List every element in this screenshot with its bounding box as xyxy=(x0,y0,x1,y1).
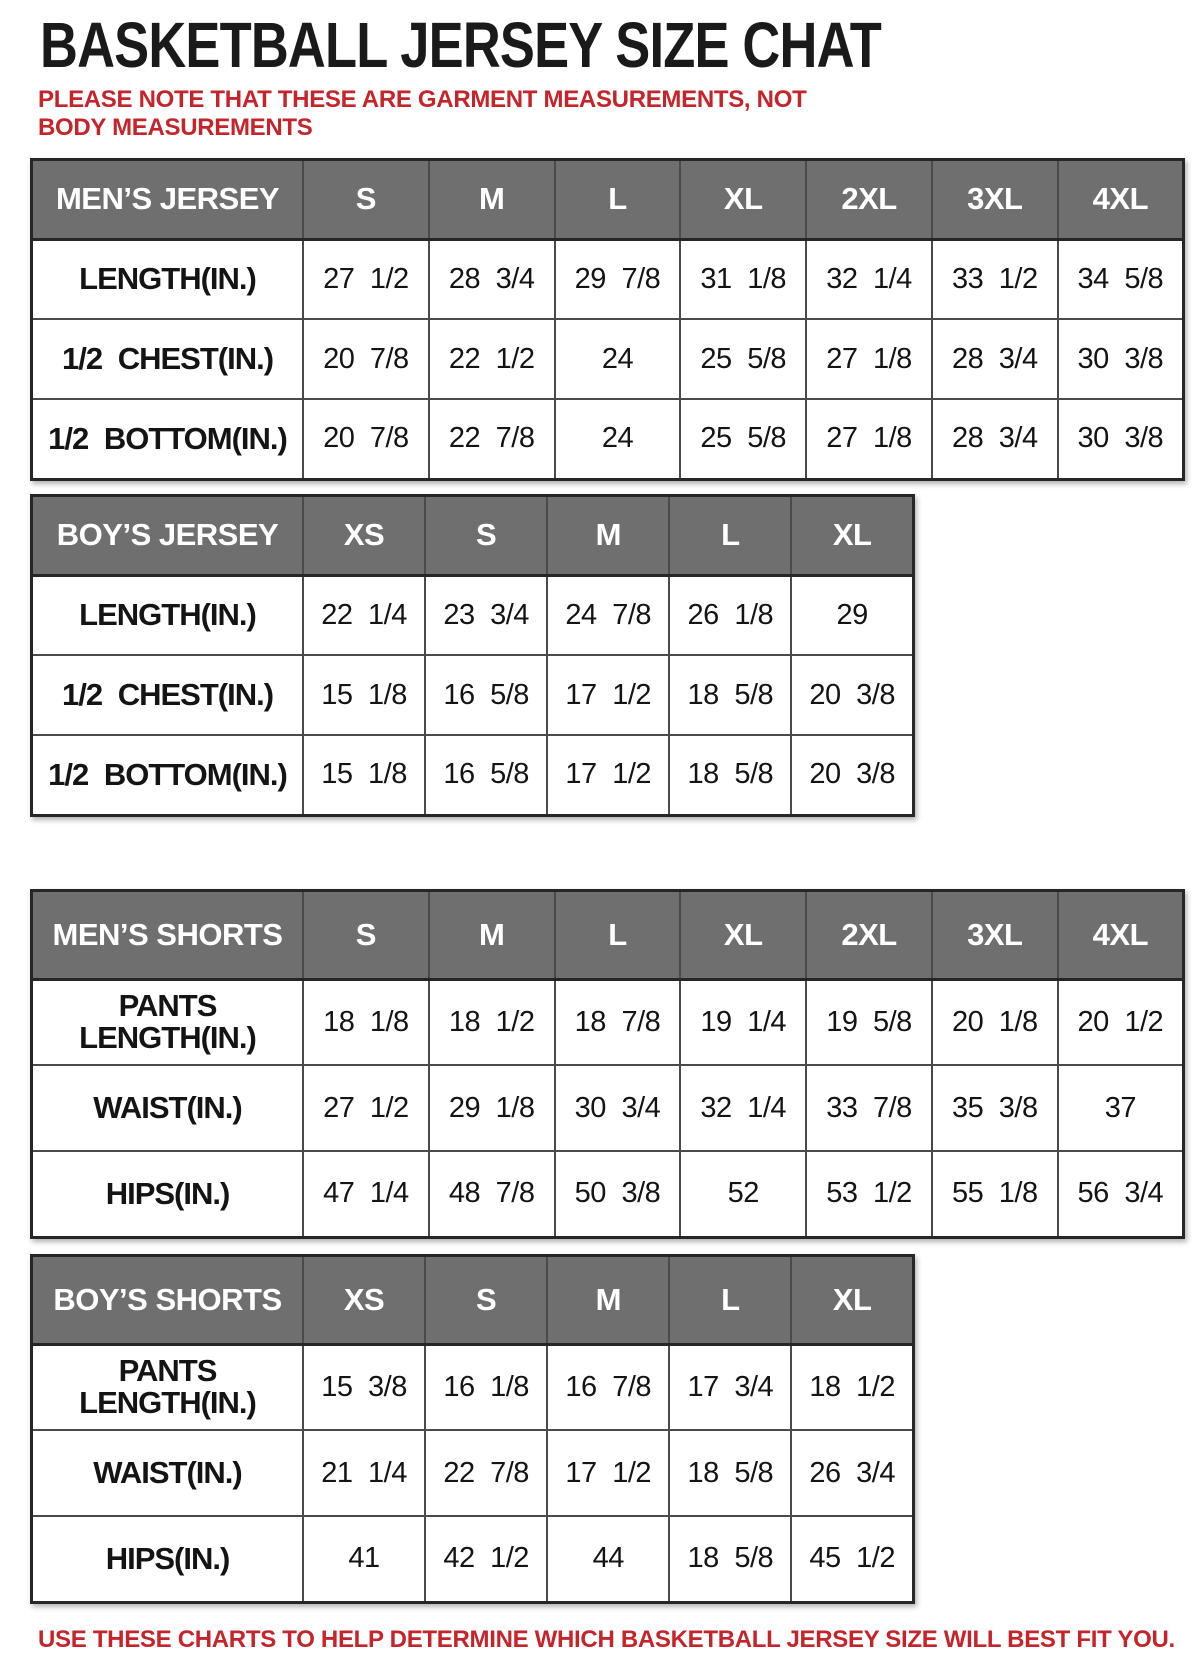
size-header-cell: L xyxy=(555,159,681,239)
measurement-row xyxy=(32,399,1184,479)
measurement-value-cell: 37 xyxy=(1058,1065,1184,1151)
measurement-value-cell: 27 1/8 xyxy=(806,319,932,399)
measurement-label-cell: PANTS LENGTH(IN.) xyxy=(32,979,304,1065)
measurement-label-cell: HIPS(IN.) xyxy=(32,1516,304,1602)
measurement-value-cell: 18 7/8 xyxy=(555,979,681,1065)
mens-jersey-table xyxy=(30,158,1185,481)
measurement-value-cell: 31 1/8 xyxy=(680,239,806,319)
measurement-value-cell: 16 5/8 xyxy=(425,735,547,815)
size-header-cell: L xyxy=(555,890,681,979)
size-header-cell: XL xyxy=(791,1255,913,1344)
measurement-value-cell: 33 7/8 xyxy=(806,1065,932,1151)
measurement-value-cell: 47 1/4 xyxy=(303,1151,429,1237)
size-header-cell: M xyxy=(547,495,669,575)
measurement-row xyxy=(32,735,914,815)
measurement-value-cell: 34 5/8 xyxy=(1058,239,1184,319)
size-header-cell: XL xyxy=(680,890,806,979)
measurement-value-cell: 55 1/8 xyxy=(932,1151,1058,1237)
measurement-value-cell: 48 7/8 xyxy=(429,1151,555,1237)
measurement-value-cell: 27 1/8 xyxy=(806,399,932,479)
measurement-value-cell: 15 1/8 xyxy=(303,655,425,735)
measurement-value-cell: 21 1/4 xyxy=(303,1430,425,1516)
measurement-value-cell: 19 5/8 xyxy=(806,979,932,1065)
measurement-row xyxy=(32,1151,1184,1237)
size-header-cell: M xyxy=(547,1255,669,1344)
measurement-value-cell: 17 1/2 xyxy=(547,735,669,815)
measurement-value-cell: 26 1/8 xyxy=(669,575,791,655)
measurement-label-cell: WAIST(IN.) xyxy=(32,1065,304,1151)
measurement-value-cell: 22 1/4 xyxy=(303,575,425,655)
size-header-cell: XL xyxy=(791,495,913,575)
header-row xyxy=(32,1255,914,1344)
measurement-value-cell: 18 5/8 xyxy=(669,1430,791,1516)
measurement-value-cell: 30 3/8 xyxy=(1058,399,1184,479)
measurement-value-cell: 56 3/4 xyxy=(1058,1151,1184,1237)
size-header-cell: L xyxy=(669,1255,791,1344)
measurement-label-cell: 1/2 BOTTOM(IN.) xyxy=(32,735,304,815)
table-title-cell: BOY’S JERSEY xyxy=(32,495,304,575)
table-title-cell: MEN’S JERSEY xyxy=(32,159,304,239)
measurement-value-cell: 35 3/8 xyxy=(932,1065,1058,1151)
footer-note: USE THESE CHARTS TO HELP DETERMINE WHICH BASKETBALL JERSEY SIZE WILL BEST FIT YOU. xyxy=(38,1625,1175,1653)
measurement-value-cell: 25 5/8 xyxy=(680,399,806,479)
measurement-value-cell: 22 7/8 xyxy=(425,1430,547,1516)
boys-jersey-table xyxy=(30,494,915,817)
size-header-cell: XL xyxy=(680,159,806,239)
measurement-value-cell: 44 xyxy=(547,1516,669,1602)
size-header-cell: S xyxy=(303,159,429,239)
measurement-row xyxy=(32,655,914,735)
size-header-cell: 3XL xyxy=(932,159,1058,239)
measurement-row xyxy=(32,239,1184,319)
measurement-value-cell: 29 1/8 xyxy=(429,1065,555,1151)
measurement-value-cell: 20 1/8 xyxy=(932,979,1058,1065)
measurement-value-cell: 18 5/8 xyxy=(669,655,791,735)
measurement-value-cell: 41 xyxy=(303,1516,425,1602)
size-header-cell: M xyxy=(429,890,555,979)
mens-shorts-table xyxy=(30,889,1185,1239)
measurement-row xyxy=(32,1516,914,1602)
measurement-value-cell: 32 1/4 xyxy=(806,239,932,319)
measurement-value-cell: 33 1/2 xyxy=(932,239,1058,319)
measurement-value-cell: 18 5/8 xyxy=(669,735,791,815)
measurement-value-cell: 25 5/8 xyxy=(680,319,806,399)
size-header-cell: S xyxy=(425,495,547,575)
size-header-cell: 2XL xyxy=(806,890,932,979)
measurement-label-cell: 1/2 CHEST(IN.) xyxy=(32,319,304,399)
measurement-value-cell: 16 5/8 xyxy=(425,655,547,735)
measurement-value-cell: 24 7/8 xyxy=(547,575,669,655)
measurement-value-cell: 18 1/8 xyxy=(303,979,429,1065)
measurement-label-cell: PANTS LENGTH(IN.) xyxy=(32,1344,304,1430)
measurement-row xyxy=(32,1344,914,1430)
measurement-value-cell: 52 xyxy=(680,1151,806,1237)
size-header-cell: 2XL xyxy=(806,159,932,239)
measurement-value-cell: 29 xyxy=(791,575,913,655)
size-header-cell: S xyxy=(303,890,429,979)
table-title-cell: MEN’S SHORTS xyxy=(32,890,304,979)
measurement-value-cell: 19 1/4 xyxy=(680,979,806,1065)
page-title: BASKETBALL JERSEY SIZE CHAT xyxy=(40,9,881,81)
measurement-label-cell: 1/2 BOTTOM(IN.) xyxy=(32,399,304,479)
measurement-value-cell: 24 xyxy=(555,319,681,399)
measurement-value-cell: 50 3/8 xyxy=(555,1151,681,1237)
measurement-label-cell: WAIST(IN.) xyxy=(32,1430,304,1516)
measurement-value-cell: 17 3/4 xyxy=(669,1344,791,1430)
boys-shorts-table xyxy=(30,1254,915,1604)
measurement-value-cell: 20 7/8 xyxy=(303,319,429,399)
measurement-value-cell: 42 1/2 xyxy=(425,1516,547,1602)
garment-measurements-note: PLEASE NOTE THAT THESE ARE GARMENT MEASUREMENTS, NOT BODY MEASUREMENTS xyxy=(38,86,807,141)
measurement-value-cell: 28 3/4 xyxy=(932,399,1058,479)
measurement-label-cell: HIPS(IN.) xyxy=(32,1151,304,1237)
measurement-value-cell: 22 1/2 xyxy=(429,319,555,399)
table-title-cell: BOY’S SHORTS xyxy=(32,1255,304,1344)
size-header-cell: M xyxy=(429,159,555,239)
size-header-cell: 3XL xyxy=(932,890,1058,979)
measurement-value-cell: 28 3/4 xyxy=(932,319,1058,399)
tables-container xyxy=(30,158,1200,1604)
measurement-value-cell: 18 5/8 xyxy=(669,1516,791,1602)
header-row xyxy=(32,890,1184,979)
measurement-label-cell: 1/2 CHEST(IN.) xyxy=(32,655,304,735)
measurement-value-cell: 23 3/4 xyxy=(425,575,547,655)
size-header-cell: L xyxy=(669,495,791,575)
measurement-value-cell: 16 1/8 xyxy=(425,1344,547,1430)
measurement-value-cell: 15 1/8 xyxy=(303,735,425,815)
header-row xyxy=(32,495,914,575)
measurement-row xyxy=(32,319,1184,399)
measurement-row xyxy=(32,575,914,655)
size-header-cell: XS xyxy=(303,495,425,575)
measurement-value-cell: 29 7/8 xyxy=(555,239,681,319)
size-header-cell: S xyxy=(425,1255,547,1344)
measurement-row xyxy=(32,979,1184,1065)
measurement-row xyxy=(32,1430,914,1516)
header-row xyxy=(32,159,1184,239)
measurement-value-cell: 18 1/2 xyxy=(791,1344,913,1430)
measurement-value-cell: 45 1/2 xyxy=(791,1516,913,1602)
measurement-value-cell: 22 7/8 xyxy=(429,399,555,479)
measurement-value-cell: 27 1/2 xyxy=(303,239,429,319)
size-header-cell: 4XL xyxy=(1058,159,1184,239)
size-chart-page xyxy=(0,10,1200,1679)
measurement-value-cell: 20 3/8 xyxy=(791,655,913,735)
measurement-label-cell: LENGTH(IN.) xyxy=(32,575,304,655)
measurement-value-cell: 30 3/4 xyxy=(555,1065,681,1151)
measurement-value-cell: 18 1/2 xyxy=(429,979,555,1065)
measurement-value-cell: 20 7/8 xyxy=(303,399,429,479)
measurement-value-cell: 20 1/2 xyxy=(1058,979,1184,1065)
size-header-cell: XS xyxy=(303,1255,425,1344)
measurement-value-cell: 24 xyxy=(555,399,681,479)
measurement-value-cell: 20 3/8 xyxy=(791,735,913,815)
measurement-value-cell: 32 1/4 xyxy=(680,1065,806,1151)
measurement-value-cell: 28 3/4 xyxy=(429,239,555,319)
measurement-value-cell: 17 1/2 xyxy=(547,1430,669,1516)
measurement-value-cell: 27 1/2 xyxy=(303,1065,429,1151)
size-header-cell: 4XL xyxy=(1058,890,1184,979)
measurement-value-cell: 15 3/8 xyxy=(303,1344,425,1430)
measurement-row xyxy=(32,1065,1184,1151)
measurement-value-cell: 30 3/8 xyxy=(1058,319,1184,399)
measurement-label-cell: LENGTH(IN.) xyxy=(32,239,304,319)
measurement-value-cell: 26 3/4 xyxy=(791,1430,913,1516)
measurement-value-cell: 53 1/2 xyxy=(806,1151,932,1237)
measurement-value-cell: 16 7/8 xyxy=(547,1344,669,1430)
measurement-value-cell: 17 1/2 xyxy=(547,655,669,735)
